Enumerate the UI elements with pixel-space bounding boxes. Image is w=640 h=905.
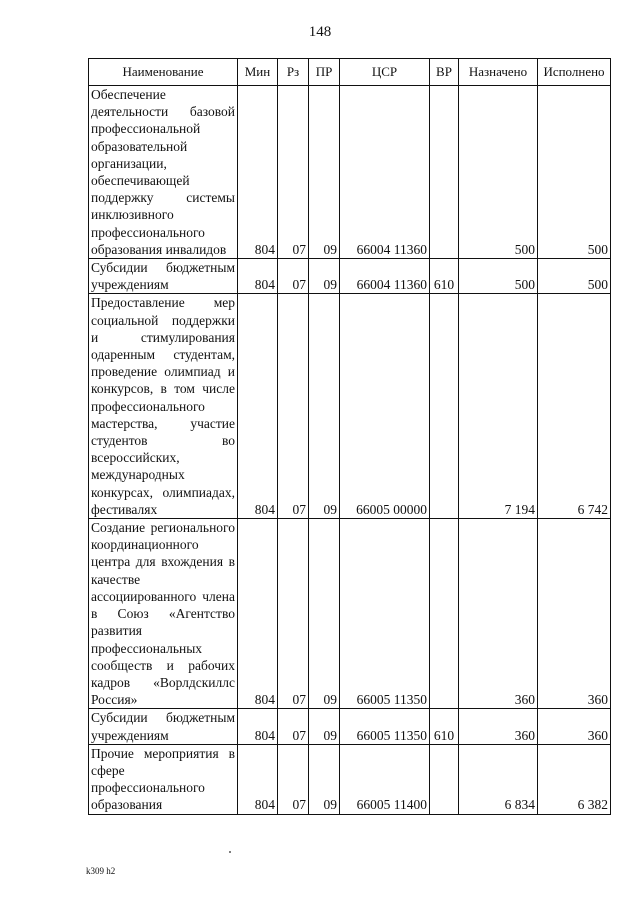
row-min: 804: [238, 294, 278, 519]
row-rz: 07: [278, 519, 309, 709]
row-assigned: 500: [459, 86, 538, 259]
row-assigned: 500: [459, 259, 538, 294]
row-vr: 610: [430, 709, 459, 744]
row-min: 804: [238, 519, 278, 709]
row-min: 804: [238, 259, 278, 294]
budget-table: [88, 58, 611, 815]
header-executed: Исполнено: [538, 59, 611, 86]
row-csr: 66004 11360: [340, 259, 430, 294]
scan-speck: [229, 851, 231, 853]
header-assigned: Назначено: [459, 59, 538, 86]
row-min: 804: [238, 86, 278, 259]
row-vr: [430, 744, 459, 814]
row-rz: 07: [278, 86, 309, 259]
row-csr: 66005 11350: [340, 709, 430, 744]
row-rz: 07: [278, 259, 309, 294]
row-pr: 09: [309, 86, 340, 259]
row-executed: 500: [538, 259, 611, 294]
table-header-row: [89, 59, 611, 86]
table-row: [89, 519, 611, 709]
row-vr: [430, 519, 459, 709]
header-min: Мин: [238, 59, 278, 86]
row-rz: 07: [278, 709, 309, 744]
page-number: 148: [308, 24, 332, 40]
row-executed: 500: [538, 86, 611, 259]
row-assigned: 6 834: [459, 744, 538, 814]
row-name: Субсидии бюджетным учреждениям: [89, 709, 238, 744]
row-name: Обеспечение деятельности базовой профессиональной образовательной организации, обеспечивающей поддержку системы инклюзивного профессионального образования инвалидов: [89, 86, 238, 259]
row-name: Субсидии бюджетным учреждениям: [89, 259, 238, 294]
row-csr: 66004 11360: [340, 86, 430, 259]
row-vr: 610: [430, 259, 459, 294]
row-assigned: 7 194: [459, 294, 538, 519]
table-row: [89, 86, 611, 259]
footer-code: k309 h2: [86, 866, 116, 876]
row-executed: 6 382: [538, 744, 611, 814]
row-vr: [430, 86, 459, 259]
row-csr: 66005 00000: [340, 294, 430, 519]
row-pr: 09: [309, 709, 340, 744]
table-row: [89, 709, 611, 744]
row-min: 804: [238, 744, 278, 814]
row-pr: 09: [309, 744, 340, 814]
header-name: Наименование: [89, 59, 238, 86]
row-name: Предоставление мер социальной поддержки и стимулирования одаренным студентам, проведение олимпиад и конкурсов, в том числе профессионального мастерства, участие студентов во всероссийских, международных конкурсах, олимпиадах, фестивалях: [89, 294, 238, 519]
row-pr: 09: [309, 519, 340, 709]
header-pr: ПР: [309, 59, 340, 86]
row-executed: 360: [538, 519, 611, 709]
row-csr: 66005 11350: [340, 519, 430, 709]
row-executed: 6 742: [538, 294, 611, 519]
header-csr: ЦСР: [340, 59, 430, 86]
table-row: [89, 294, 611, 519]
row-name: Создание регионального координационного центра для вхождения в качестве ассоциированного члена в Союз «Агентство развития профессиональных сообществ и рабочих кадров «Ворлдскиллс Россия»: [89, 519, 238, 709]
row-assigned: 360: [459, 709, 538, 744]
header-rz: Рз: [278, 59, 309, 86]
row-assigned: 360: [459, 519, 538, 709]
row-csr: 66005 11400: [340, 744, 430, 814]
table-row: [89, 259, 611, 294]
row-min: 804: [238, 709, 278, 744]
row-pr: 09: [309, 294, 340, 519]
row-name: Прочие мероприятия в сфере профессионального образования: [89, 744, 238, 814]
row-vr: [430, 294, 459, 519]
row-rz: 07: [278, 744, 309, 814]
table-row: [89, 744, 611, 814]
row-executed: 360: [538, 709, 611, 744]
header-vr: ВР: [430, 59, 459, 86]
row-pr: 09: [309, 259, 340, 294]
row-rz: 07: [278, 294, 309, 519]
